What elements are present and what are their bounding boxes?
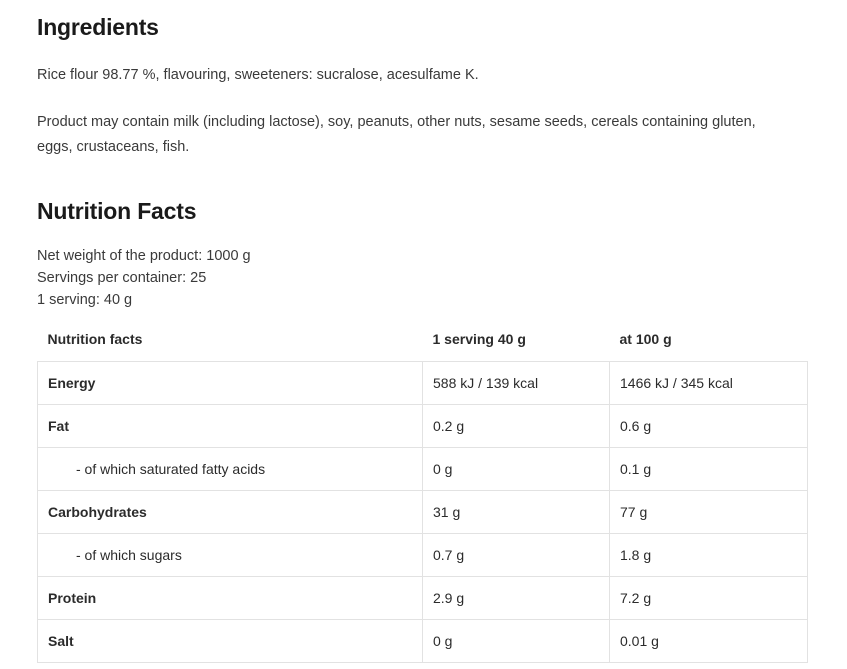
nutrient-label: Energy <box>38 362 423 405</box>
table-row <box>38 491 808 534</box>
table-row <box>38 405 808 448</box>
nutrient-label: - of which saturated fatty acids <box>38 448 423 491</box>
nutrient-serving-value: 2.9 g <box>423 577 610 620</box>
table-row <box>38 577 808 620</box>
column-header-per-100g: at 100 g <box>619 331 672 347</box>
nutrient-per100-value: 0.1 g <box>610 448 808 491</box>
table-row <box>38 362 808 405</box>
nutrient-serving-value: 0.2 g <box>423 405 610 448</box>
nutrient-serving-value: 0 g <box>423 448 610 491</box>
ingredients-list-text: Rice flour 98.77 %, flavouring, sweeteners: sucralose, acesulfame K. <box>37 67 479 83</box>
nutrient-serving-value: 0.7 g <box>423 534 610 577</box>
table-header-row <box>38 327 808 362</box>
column-header-nutrient: Nutrition facts <box>47 331 143 347</box>
nutrient-serving-value: 0 g <box>423 620 610 663</box>
nutrient-label: Carbohydrates <box>38 491 423 534</box>
ingredients-heading: Ingredients <box>37 14 159 40</box>
nutrient-label: - of which sugars <box>38 534 423 577</box>
nutrient-label: Salt <box>38 620 423 663</box>
table-row <box>38 620 808 663</box>
nutrient-per100-value: 0.01 g <box>610 620 808 663</box>
nutrition-facts-table <box>37 327 808 663</box>
serving-size-text: 1 serving: 40 g <box>37 292 133 308</box>
net-weight-text: Net weight of the product: 1000 g <box>37 248 251 264</box>
nutrition-facts-heading: Nutrition Facts <box>37 198 197 224</box>
nutrient-per100-value: 7.2 g <box>610 577 808 620</box>
nutrient-label: Protein <box>38 577 423 620</box>
nutrient-per100-value: 77 g <box>610 491 808 534</box>
table-row <box>38 534 808 577</box>
nutrient-per100-value: 1.8 g <box>610 534 808 577</box>
table-row <box>38 448 808 491</box>
nutrient-per100-value: 1466 kJ / 345 kcal <box>610 362 808 405</box>
table-body <box>38 362 808 663</box>
servings-per-container-text: Servings per container: 25 <box>37 270 207 286</box>
allergen-warning-text: Product may contain milk (including lactose), soy, peanuts, other nuts, sesame seeds, cereals containing gluten, eggs, crustaceans, fish. <box>37 114 756 155</box>
nutrient-per100-value: 0.6 g <box>610 405 808 448</box>
table-header <box>38 327 808 362</box>
nutrient-serving-value: 31 g <box>423 491 610 534</box>
nutrient-serving-value: 588 kJ / 139 kcal <box>423 362 610 405</box>
column-header-serving: 1 serving 40 g <box>432 331 526 347</box>
nutrient-label: Fat <box>38 405 423 448</box>
